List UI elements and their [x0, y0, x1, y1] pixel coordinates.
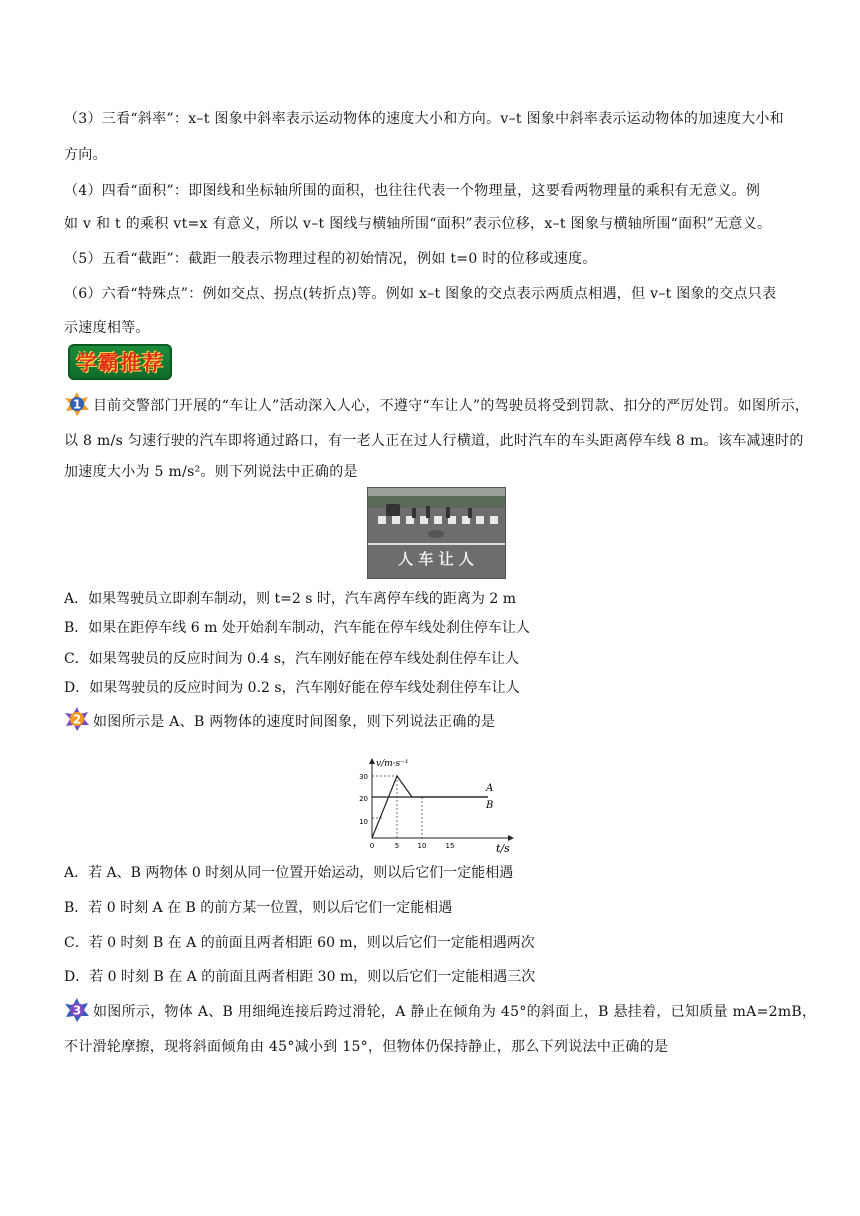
q3-stem-line-2: 不计滑轮摩擦，现将斜面倾角由 45°减小到 15°，但物体仍保持静止，那么下列说法中正确的是	[64, 1039, 669, 1055]
y-tick-10: 10	[359, 818, 368, 826]
y-axis-arrow	[369, 758, 375, 764]
y-tick-20: 20	[359, 795, 368, 803]
series-b-label: B	[486, 800, 494, 811]
q2-option-a: A．若 A、B 两物体 0 时刻从同一位置开始运动，则以后它们一定能相遇	[64, 865, 514, 881]
q1-stem-line-2: 以 8 m/s 匀速行驶的汽车即将通过路口，有一老人正在过人行横道，此时汽车的车头距离停车线 8 m。该车减速时的	[64, 433, 804, 449]
series-a-label: A	[486, 783, 494, 794]
q1-option-a: A．如果驾驶员立即刹车制动，则 t=2 s 时，汽车离停车线的距离为 2 m	[64, 591, 516, 607]
tip-4-line-2: 如 v 和 t 的乘积 vt=x 有意义，所以 v–t 图线与横轴所围“面积”表示位移，x–t 图象与横轴所围“面积”无意义。	[64, 216, 772, 232]
q1-option-d: D．如果驾驶员的反应时间为 0.2 s，汽车刚好能在停车线处刹住停车让人	[64, 680, 520, 696]
q1-option-c: C．如果驾驶员的反应时间为 0.4 s，汽车刚好能在停车线处刹住停车让人	[64, 651, 520, 667]
q1-stem-line-3: 加速度大小为 5 m/s²。则下列说法中正确的是	[64, 464, 358, 480]
q2-option-b: B．若 0 时刻 A 在 B 的前方某一位置，则以后它们一定能相遇	[64, 900, 453, 916]
question-2-number-icon	[64, 706, 90, 732]
q1-stem-line-1: 目前交警部门开展的“车让人”活动深入人心，不遵守“车让人”的驾驶员将受到罚款、扣分的严厉处罚。如图所示，	[93, 398, 810, 414]
tip-3-line-2: 方向。	[64, 147, 107, 163]
question-1-number: 1	[72, 397, 82, 412]
velocity-time-graph	[348, 756, 520, 856]
tip-4-line-1: （4）四看“面积”：即图线和坐标轴所围的面积，也往往代表一个物理量，这要看两物理量的乘积有无意义。例	[64, 183, 761, 199]
recommend-badge-label: 学霸推荐	[76, 351, 164, 375]
tip-6-line-2: 示速度相等。	[64, 320, 150, 336]
tip-5: （5）五看“截距”：截距一般表示物理过程的初始情况，例如 t=0 时的位移或速度。	[64, 251, 597, 267]
series-a-line	[372, 776, 488, 838]
x-tick-0: 0	[369, 842, 375, 850]
q2-option-c: C．若 0 时刻 B 在 A 的前面且两者相距 60 m，则以后它们一定能相遇两次	[64, 935, 535, 951]
q2-option-d: D．若 0 时刻 B 在 A 的前面且两者相距 30 m，则以后它们一定能相遇三次	[64, 969, 536, 985]
recommend-badge	[68, 344, 172, 380]
x-tick-10: 10	[417, 842, 427, 850]
question-1-number-icon	[64, 391, 90, 417]
tip-6-line-1: （6）六看“特殊点”：例如交点、拐点(转折点)等。例如 x–t 图象的交点表示两质点相遇，但 v–t 图象的交点只表	[64, 286, 777, 302]
x-axis-label: t/s	[496, 842, 510, 855]
q3-stem-line-1: 如图所示，物体 A、B 用细绳连接后跨过滑轮，A 静止在倾角为 45°的斜面上，B 悬挂着，已知质量 mA=2mB，	[93, 1004, 817, 1020]
x-axis-arrow	[508, 835, 514, 841]
y-axis-label: v/m·s⁻¹	[376, 759, 409, 769]
y-tick-30: 30	[359, 773, 368, 781]
question-3-number-icon	[64, 997, 90, 1023]
q1-option-b: B．如果在距停车线 6 m 处开始刹车制动，汽车能在停车线处刹住停车让人	[64, 620, 530, 636]
question-2-number: 2	[72, 712, 82, 727]
x-tick-15: 15	[445, 842, 455, 850]
question-3-number: 3	[72, 1003, 82, 1018]
x-tick-5: 5	[394, 842, 400, 850]
tip-3-line-1: （3）三看“斜率”：x–t 图象中斜率表示运动物体的速度大小和方向。v–t 图象中斜率表示运动物体的加速度大小和	[64, 111, 784, 127]
crosswalk-road-text: 人 车 让 人	[398, 550, 474, 568]
q2-stem: 如图所示是 A、B 两物体的速度时间图象，则下列说法正确的是	[93, 714, 496, 730]
crosswalk-photo	[367, 487, 506, 579]
